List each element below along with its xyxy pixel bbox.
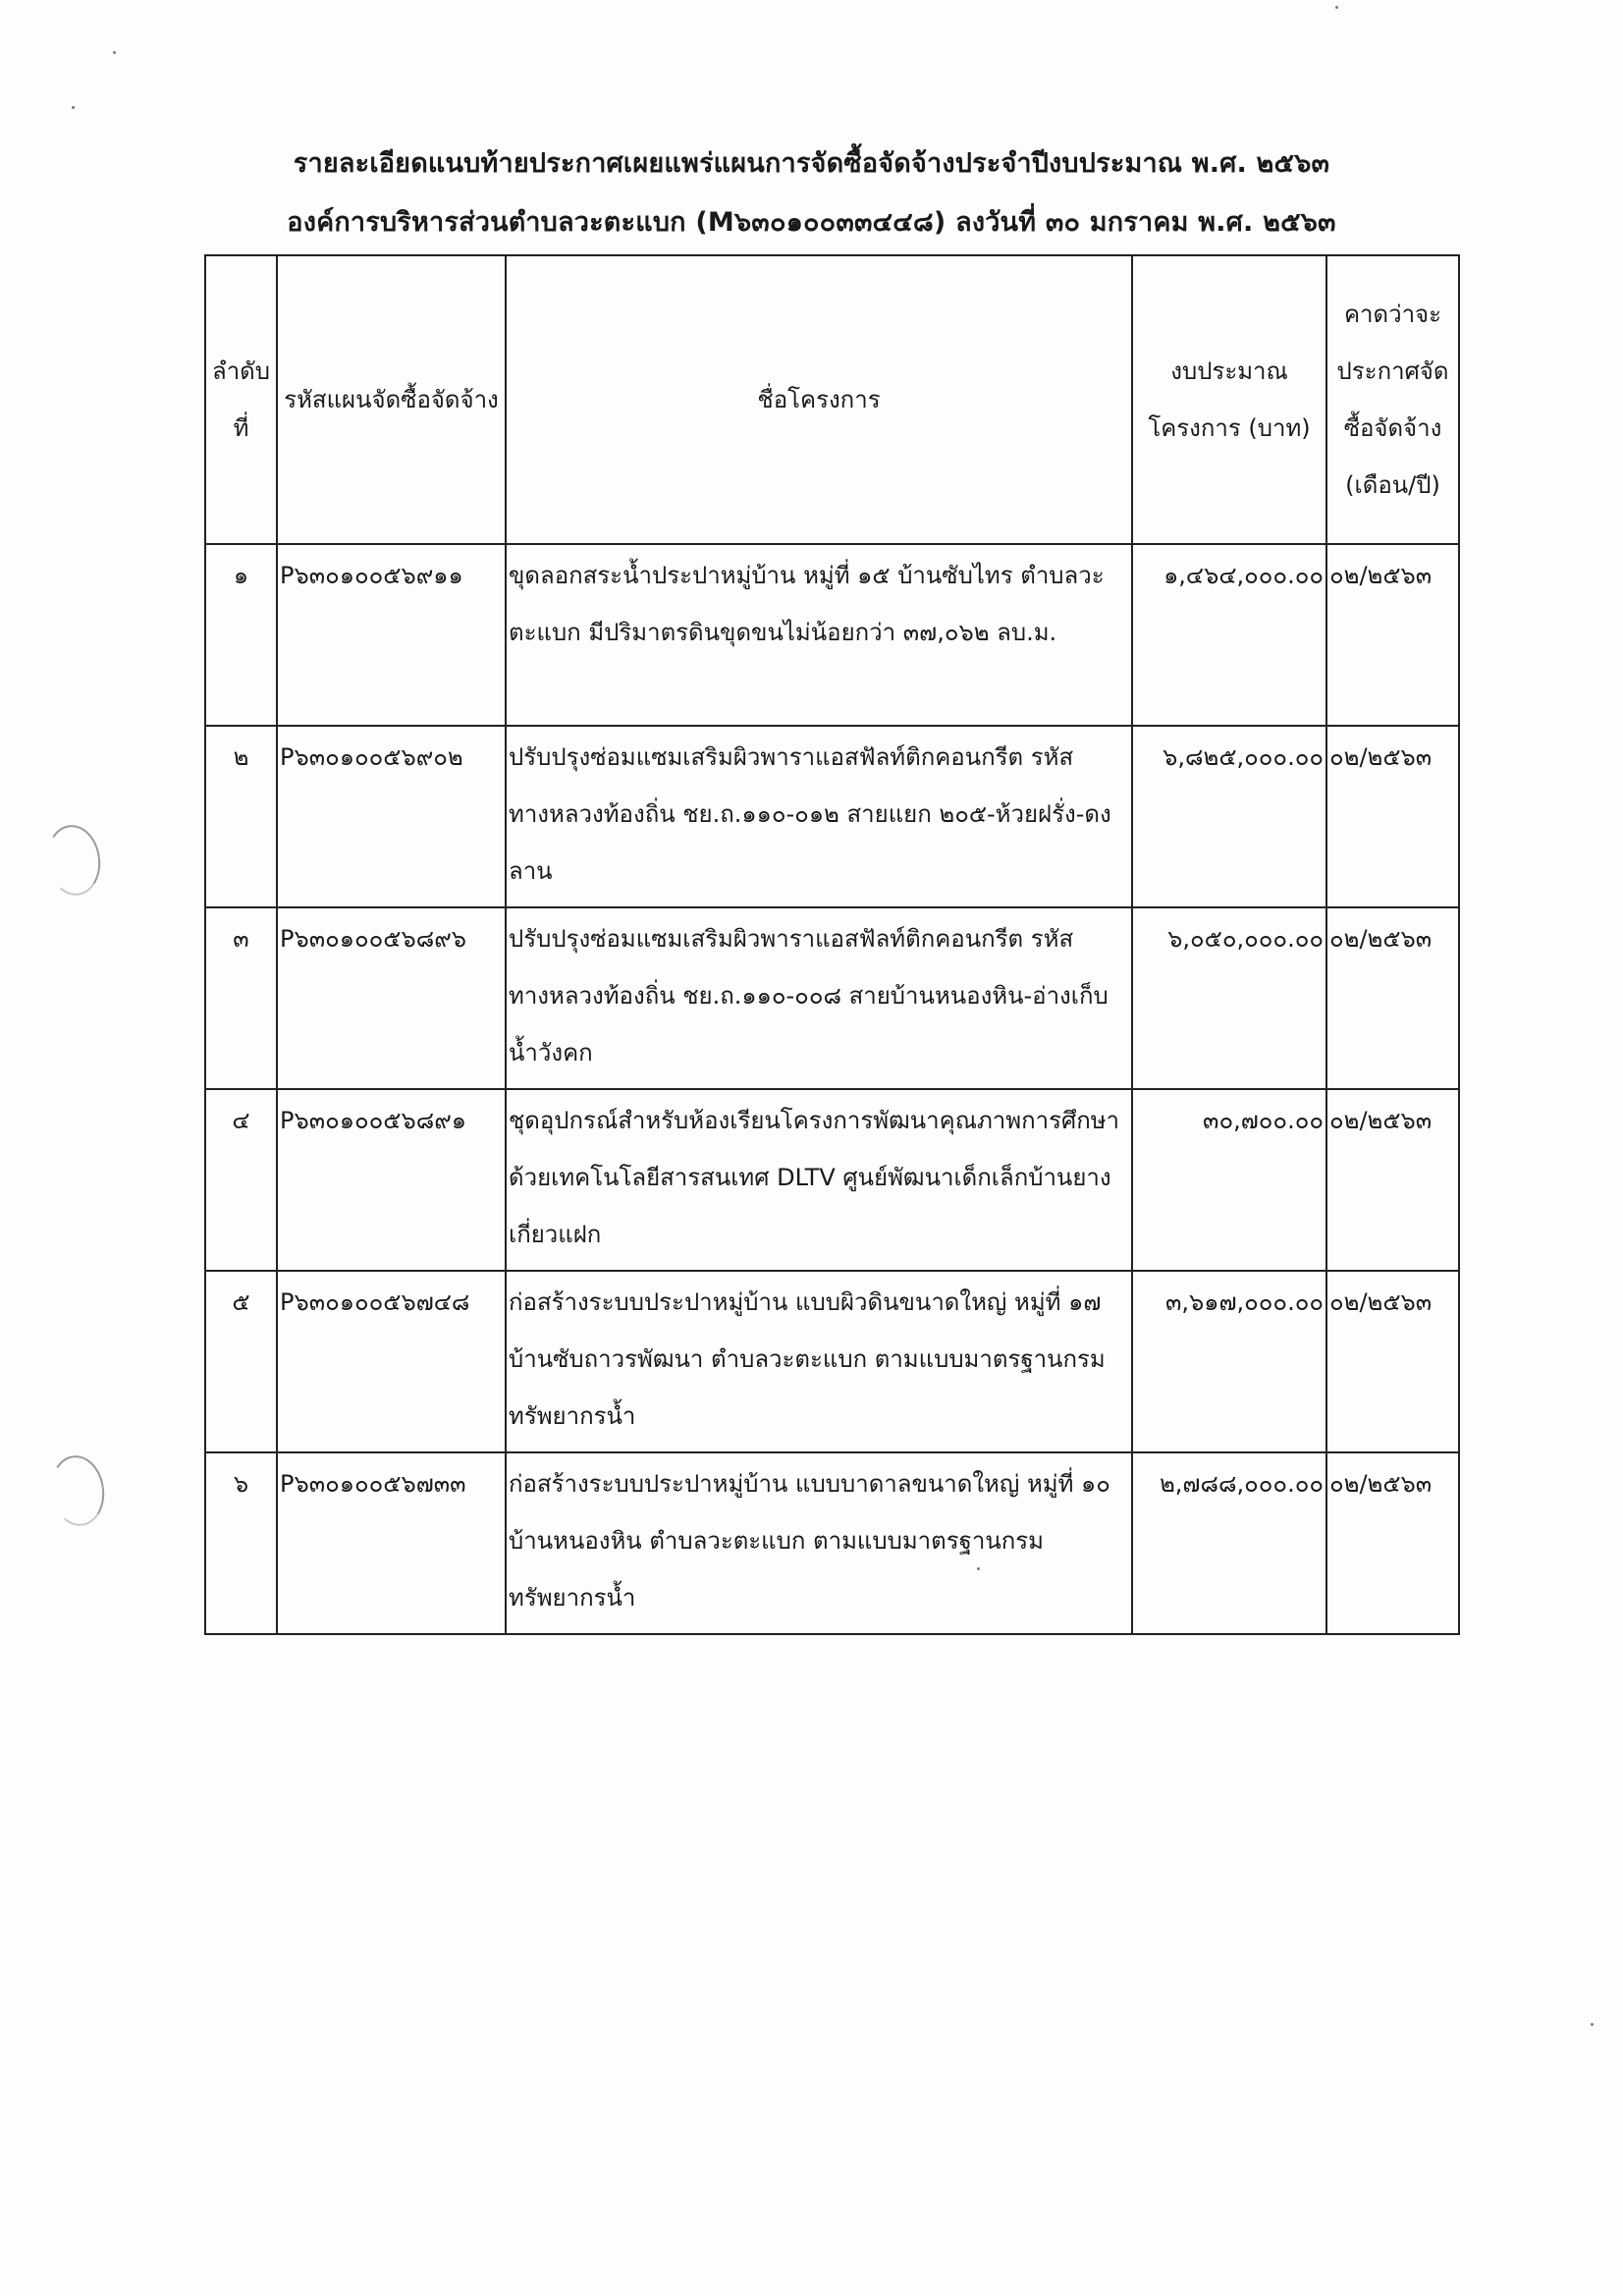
row-index: ๓ [205,907,277,1089]
row-index: ๒ [205,726,277,907]
row-budget: ๒,๗๘๘,๐๐๐.๐๐ [1132,1452,1326,1634]
punch-hole-mark [42,822,104,900]
row-plan-code: P๖๓๐๑๐๐๕๖๘๙๑ [277,1089,506,1271]
column-header-plan-code: รหัสแผนจัดซื้อจัดจ้าง [277,255,506,544]
row-plan-code: P๖๓๐๑๐๐๕๖๙๑๑ [277,544,506,726]
table-row [205,907,1459,1089]
column-header-project-name: ชื่อโครงการ [506,255,1132,544]
table-body [205,544,1459,1634]
row-budget: ๖,๘๒๕,๐๐๐.๐๐ [1132,726,1326,907]
row-index: ๕ [205,1271,277,1452]
row-budget: ๖,๐๕๐,๐๐๐.๐๐ [1132,907,1326,1089]
row-project-name: ปรับปรุงซ่อมแซมเสริมผิวพาราแอสฟัลท์ติกคอนกรีต รหัสทางหลวงท้องถิ่น ชย.ถ.๑๑๐-๐๐๘ สายบ้านหนองหิน-อ่างเก็บน้ำวังคก [506,907,1132,1089]
procurement-plan-table [204,254,1460,1635]
row-project-name: ก่อสร้างระบบประปาหมู่บ้าน แบบผิวดินขนาดใหญ่ หมู่ที่ ๑๗ บ้านซับถาวรพัฒนา ตำบลวะตะแบก ตามแบบมาตรฐานกรมทรัพยากรน้ำ [506,1271,1132,1452]
scan-speck [72,106,75,109]
document-subtitle: องค์การบริหารส่วนตำบลวะตะแบก (M๖๓๐๑๐๐๓๓๔๔๘) ลงวันที่ ๓๐ มกราคม พ.ศ. ๒๕๖๓ [287,207,1336,238]
table-row [205,1089,1459,1271]
column-header-budget: งบประมาณโครงการ (บาท) [1132,255,1326,544]
row-project-name: ปรับปรุงซ่อมแซมเสริมผิวพาราแอสฟัลท์ติกคอนกรีต รหัสทางหลวงท้องถิ่น ชย.ถ.๑๑๐-๐๑๒ สายแยก ๒๐๕-ห้วยฝรั่ง-ดงลาน [506,726,1132,907]
row-budget: ๑,๔๖๔,๐๐๐.๐๐ [1132,544,1326,726]
column-header-index: ลำดับที่ [205,255,277,544]
scan-speck [1591,2023,1594,2026]
table-row [205,544,1459,726]
row-budget: ๓๐,๗๐๐.๐๐ [1132,1089,1326,1271]
row-announce-month: ๐๒/๒๕๖๓ [1326,1089,1459,1271]
scan-speck [1335,6,1338,9]
row-project-name: ขุดลอกสระน้ำประปาหมู่บ้าน หมู่ที่ ๑๕ บ้านซับไทร ตำบลวะตะแบก มีปริมาตรดินขุดขนไม่น้อยกว่า ๓๗,๐๖๒ ลบ.ม. [506,544,1132,726]
row-plan-code: P๖๓๐๑๐๐๕๖๙๐๒ [277,726,506,907]
row-project-name: ก่อสร้างระบบประปาหมู่บ้าน แบบบาดาลขนาดใหญ่ หมู่ที่ ๑๐ บ้านหนองหิน ตำบลวะตะแบก ตามแบบมาตรฐานกรมทรัพยากรน้ำ [506,1452,1132,1634]
column-header-announce-month: คาดว่าจะประกาศจัดซื้อจัดจ้าง (เดือน/ปี) [1326,255,1459,544]
row-announce-month: ๐๒/๒๕๖๓ [1326,1271,1459,1452]
header-row [205,255,1459,544]
row-index: ๑ [205,544,277,726]
row-budget: ๓,๖๑๗,๐๐๐.๐๐ [1132,1271,1326,1452]
row-index: ๖ [205,1452,277,1634]
row-announce-month: ๐๒/๒๕๖๓ [1326,1452,1459,1634]
row-plan-code: P๖๓๐๑๐๐๕๖๗๓๓ [277,1452,506,1634]
row-project-name: ชุดอุปกรณ์สำหรับห้องเรียนโครงการพัฒนาคุณภาพการศึกษาด้วยเทคโนโลยีสารสนเทศ DLTV ศูนย์พัฒนาเด็กเล็กบ้านยางเกี่ยวแฝก [506,1089,1132,1271]
row-announce-month: ๐๒/๒๕๖๓ [1326,544,1459,726]
row-announce-month: ๐๒/๒๕๖๓ [1326,726,1459,907]
row-plan-code: P๖๓๐๑๐๐๕๖๘๙๖ [277,907,506,1089]
punch-hole-mark [46,1452,108,1530]
scan-speck [113,51,116,54]
table-row [205,1452,1459,1634]
table-header [205,255,1459,544]
document-title: รายละเอียดแนบท้ายประกาศเผยแพร่แผนการจัดซื้อจัดจ้างประจำปีงบประมาณ พ.ศ. ๒๕๖๓ [293,148,1330,179]
table-row [205,726,1459,907]
row-index: ๔ [205,1089,277,1271]
row-plan-code: P๖๓๐๑๐๐๕๖๗๔๘ [277,1271,506,1452]
row-announce-month: ๐๒/๒๕๖๓ [1326,907,1459,1089]
table-row [205,1271,1459,1452]
